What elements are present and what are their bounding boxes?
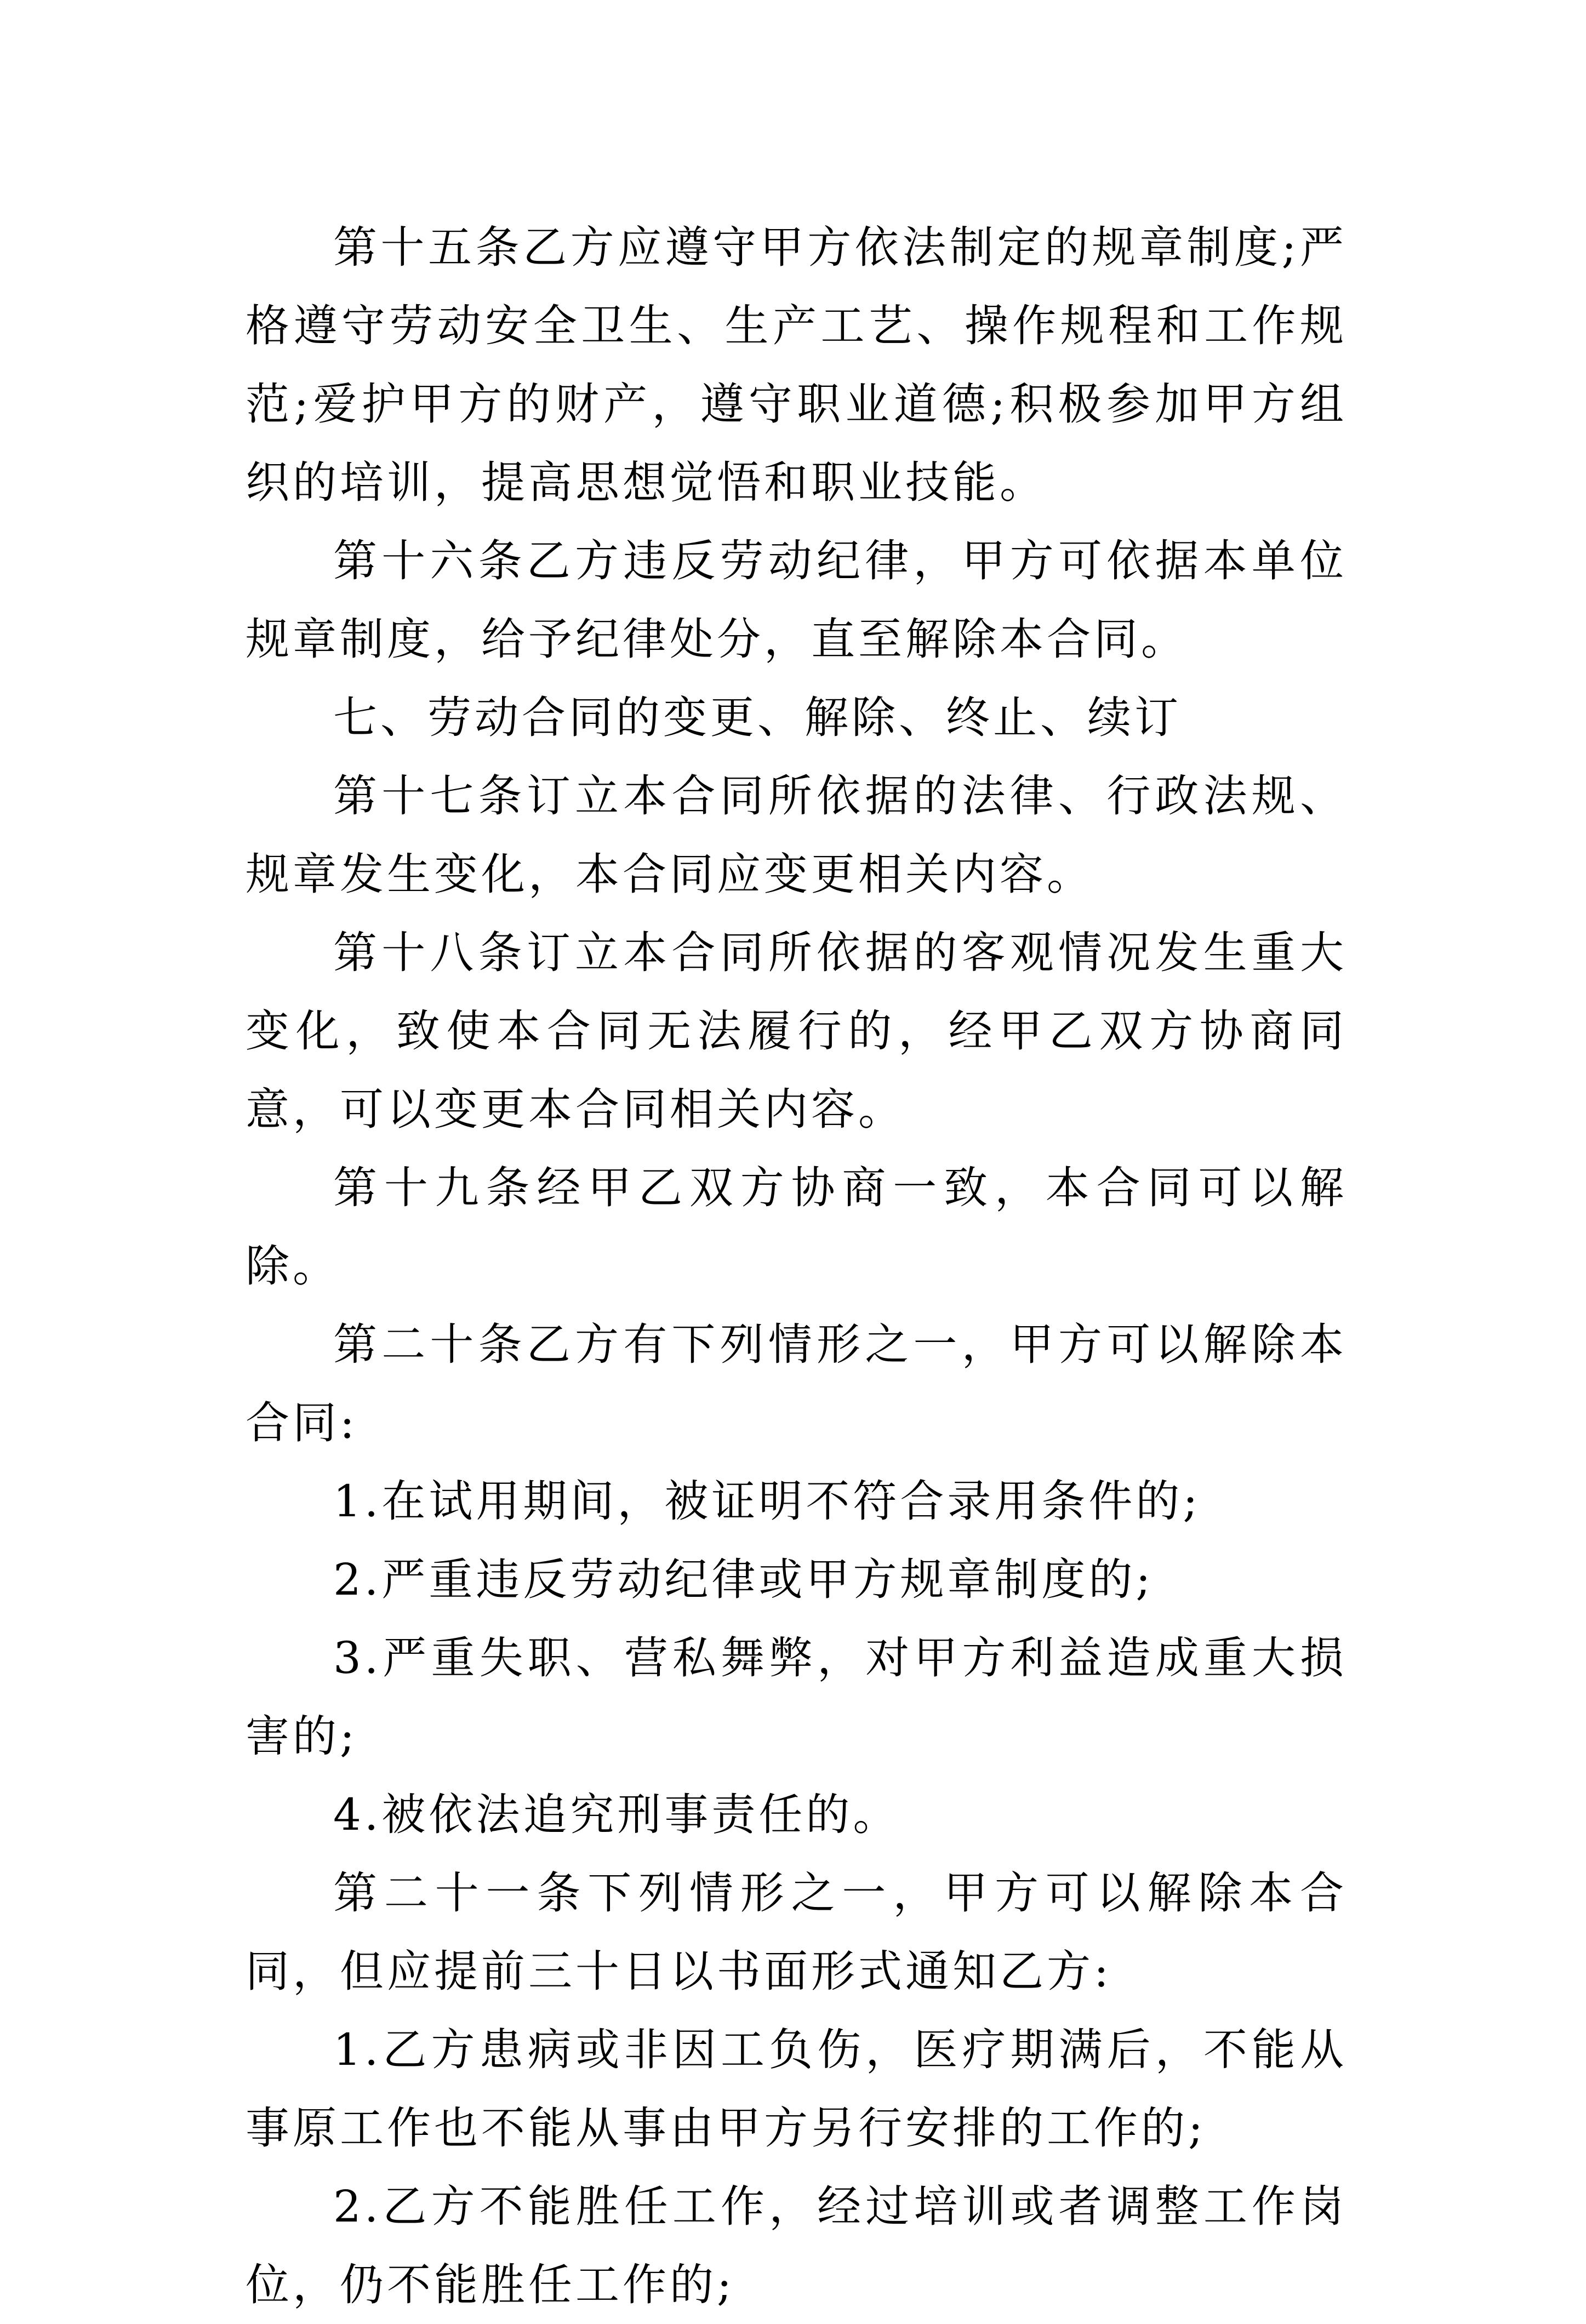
article-20-item-3: 3.严重失职、营私舞弊，对甲方利益造成重大损害的;	[246, 1632, 1347, 1762]
article-20-item-1: 1.在试用期间，被证明不符合录用条件的;	[333, 1476, 1201, 1527]
article-17-paragraph: 第十七条订立本合同所依据的法律、行政法规、规章发生变化，本合同应变更相关内容。	[246, 770, 1347, 900]
article-20-item-2: 2.严重违反劳动纪律或甲方规章制度的;	[333, 1554, 1154, 1605]
article-20-item-4: 4.被依法追究刑事责任的。	[333, 1789, 900, 1840]
article-21-item-2: 2.乙方不能胜任工作，经过培训或者调整工作岗位，仍不能胜任工作的;	[246, 2181, 1347, 2310]
article-20-paragraph: 第二十条乙方有下列情形之一，甲方可以解除本合同:	[246, 1319, 1347, 1448]
article-21-item-1: 1.乙方患病或非因工负伤，医疗期满后，不能从事原工作也不能从事由甲方另行安排的工作的;	[246, 2024, 1347, 2154]
article-16-paragraph: 第十六条乙方违反劳动纪律，甲方可依据本单位规章制度，给予纪律处分，直至解除本合同。	[246, 535, 1347, 665]
article-19-paragraph: 第十九条经甲乙双方协商一致，本合同可以解除。	[246, 1162, 1347, 1292]
article-15-paragraph: 第十五条乙方应遵守甲方依法制定的规章制度;严格遵守劳动安全卫生、生产工艺、操作规程和工作规范;爱护甲方的财产，遵守职业道德;积极参加甲方组织的培训，提高思想觉悟和职业技能。	[246, 222, 1347, 508]
section-7-heading: 七、劳动合同的变更、解除、终止、续订	[333, 692, 1182, 743]
document-body	[246, 208, 1347, 2324]
article-21-paragraph: 第二十一条下列情形之一，甲方可以解除本合同，但应提前三十日以书面形式通知乙方:	[246, 1868, 1347, 1997]
article-18-paragraph: 第十八条订立本合同所依据的客观情况发生重大变化，致使本合同无法履行的，经甲乙双方协商同意，可以变更本合同相关内容。	[246, 927, 1347, 1135]
